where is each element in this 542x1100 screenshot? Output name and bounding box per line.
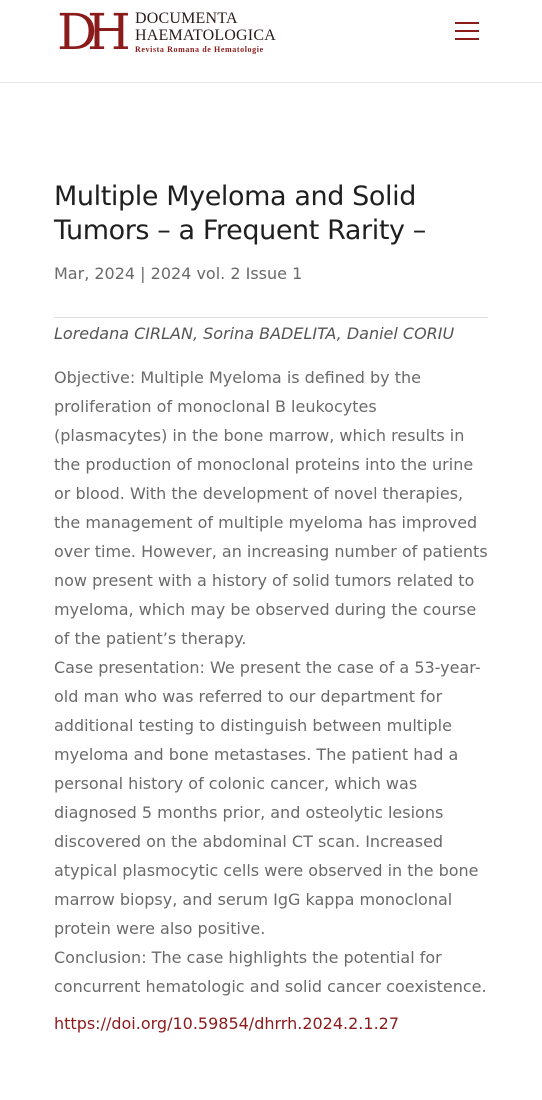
article-issue: 2024 vol. 2 Issue 1 (150, 264, 303, 283)
site-logo[interactable] (57, 3, 287, 61)
logo-text (135, 10, 295, 55)
abstract-objective: Objective: Multiple Myeloma is defined by the proliferation of monoclonal B leukocytes (plasmacytes) in the bone marrow, which results in the production of monoclonal proteins into the urine or blood. With the development of novel therapies, the management of multiple myeloma has improved over time. However, an increasing number of patients now present with a history of solid tumors related to myeloma, which may be observed during the course of the patient’s therapy. (54, 368, 488, 648)
doi-link[interactable]: https://doi.org/10.59854/dhrrh.2024.2.1.27 (54, 1014, 400, 1033)
article-title: Multiple Myeloma and Solid Tumors – a Frequent Rarity – (54, 181, 426, 246)
logo-line-haematologica: HAEMATOLOGICA (135, 27, 276, 44)
site-header (0, 0, 542, 83)
logo-line-documenta: DOCUMENTA (135, 10, 238, 27)
article-date: Mar, 2024 (54, 264, 136, 283)
abstract-case-presentation: Case presentation: We present the case of a 53-year-old man who was referred to our department for additional testing to distinguish between multiple myeloma and bone metastases. The patient had a personal history of colonic cancer, which was diagnosed 5 months prior, and osteolytic lesions discovered on the abdominal CT scan. Increased atypical plasmocytic cells were observed in the bone marrow biopsy, and serum IgG kappa monoclonal protein were also positive. (54, 658, 481, 938)
abstract-conclusion: Conclusion: The case highlights the potential for concurrent hematologic and solid cancer coexistence. (54, 948, 487, 996)
logo-mark: DH (57, 3, 121, 61)
article-meta (54, 262, 488, 286)
logo-tagline: Revista Romana de Hematologie (135, 45, 264, 54)
article (54, 180, 488, 1036)
meta-separator: | (140, 264, 146, 283)
hamburger-menu-icon[interactable] (452, 18, 482, 44)
divider (54, 317, 488, 318)
article-abstract (54, 363, 490, 1001)
article-authors: Loredana CIRLAN, Sorina BADELITA, Daniel CORIU (54, 324, 455, 343)
